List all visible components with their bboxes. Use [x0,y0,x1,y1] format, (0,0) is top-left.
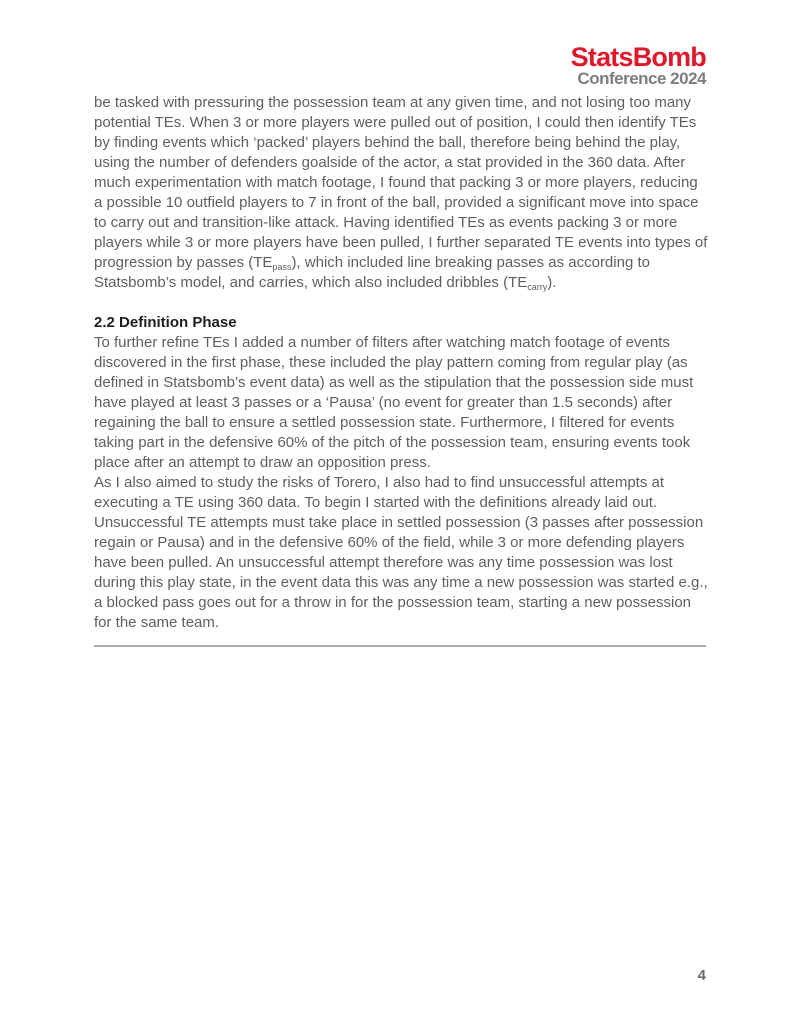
conference-logo [571,44,706,88]
paragraph-text: ). [547,274,557,291]
paragraph-definition-filters: To further refine TEs I added a number of filters after watching match footage of events discovered in the first phase, these included the play pattern coming from regular play (as defined in Statsbomb’s event data) as well as the stipulation that the possession side must have played at least 3 passes or a ‘Pausa’ (no event for greater than 1.5 seconds) after regaining the ball to ensure a settled possession state. Furthermore, I filtered for events taking part in the defensive 60% of the pitch of the possession team, ensuring events took place after an attempt to draw an opposition press. [94,334,694,471]
paragraph-unsuccessful-attempts: As I also aimed to study the risks of Torero, I also had to find unsuccessful attempts at executing a TE using 360 data. To begin I started with the definitions already laid out. Unsuccessful TE attempts must take place in settled possession (3 passes after possession regain or Pausa) and in the defensive 60% of the field, while 3 or more defending players have been pulled. An unsuccessful attempt therefore was any time possession was lost during this play state, in the event data this was any time a new possession was started e.g., a blocked pass goes out for a throw in for the possession team, starting a new possession for the same team. [94,474,708,631]
paragraph-text: ), which included line breaking passes as according to Statsbomb’s model, and carries, which also included dribbles (TE [94,254,650,291]
logo-wordmark: StatsBomb [570,42,706,72]
logo-subtitle: Conference 2024 [577,69,706,88]
section-heading: 2.2 Definition Phase [94,314,237,331]
subscript-carry: carry [527,282,548,292]
page-number: 4 [697,967,706,984]
subscript-pass: pass [272,262,292,272]
paragraph-continuation [94,93,710,293]
paragraph-text: be tasked with pressuring the possession team at any given time, and not losing too many potential TEs. When 3 or more players were pulled out of position, I could then identify TEs by finding events which ‘packed’ players behind the ball, therefore being behind the play, using the number of defenders goalside of the actor, a stat provided in the 360 data. After much experimentation with match footage, I found that packing 3 or more players, reducing a possible 10 outfield players to 7 in front of the ball, provided a significant move into space to carry out and transition-like attack. Having identified TEs as events packing 3 or more players while 3 or more players have been pulled, I further separated TE events into types of progression by passes (TE [94,94,708,271]
page-body [94,93,710,633]
horizontal-divider [94,645,706,647]
